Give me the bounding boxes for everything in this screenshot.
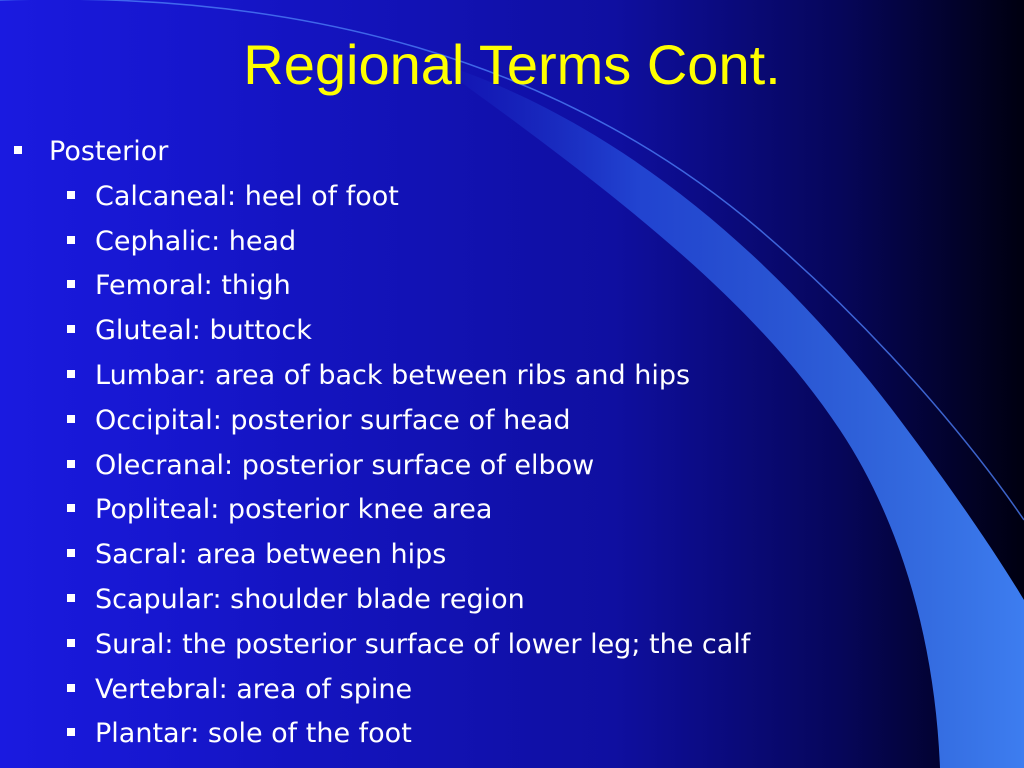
list-item-label: Olecranal: posterior surface of elbow [95, 449, 595, 481]
bullet-heading [0, 130, 750, 175]
list-item [0, 533, 750, 578]
list-item [0, 264, 750, 309]
list-item [0, 309, 750, 354]
list-item-label: Sural: the posterior surface of lower leg; the calf [95, 628, 751, 660]
list-item [0, 712, 750, 757]
bullet-heading-label: Posterior [49, 136, 169, 167]
list-item-label: Gluteal: buttock [95, 315, 312, 347]
square-bullet-icon [67, 504, 75, 512]
list-item-label: Scapular: shoulder blade region [95, 583, 525, 615]
list-item-label: Lumbar: area of back between ribs and hips [95, 359, 691, 391]
square-bullet-icon [67, 280, 75, 288]
list-item-label: Femoral: thigh [95, 270, 291, 302]
list-item-label: Plantar: sole of the foot [95, 718, 412, 750]
list-item-label: Cephalic: head [95, 225, 297, 257]
list-item [0, 578, 750, 623]
square-bullet-icon [67, 460, 75, 468]
list-item [0, 488, 750, 533]
list-item [0, 399, 750, 444]
square-bullet-icon [67, 549, 75, 557]
list-item [0, 175, 750, 220]
square-bullet-icon [14, 146, 22, 154]
list-item [0, 668, 750, 713]
bullet-list [0, 130, 750, 757]
list-item-label: Occipital: posterior surface of head [95, 404, 571, 436]
square-bullet-icon [67, 594, 75, 602]
list-item [0, 220, 750, 265]
square-bullet-icon [67, 728, 75, 736]
list-item-label: Calcaneal: heel of foot [95, 180, 399, 212]
square-bullet-icon [67, 236, 75, 244]
list-item [0, 623, 750, 668]
list-item [0, 444, 750, 489]
slide-title: Regional Terms Cont. [243, 33, 781, 96]
square-bullet-icon [67, 415, 75, 423]
list-item-label: Sacral: area between hips [95, 539, 447, 571]
square-bullet-icon [67, 370, 75, 378]
list-item-label: Popliteal: posterior knee area [95, 494, 493, 526]
list-item [0, 354, 750, 399]
square-bullet-icon [67, 191, 75, 199]
square-bullet-icon [67, 639, 75, 647]
list-item-label: Vertebral: area of spine [95, 673, 413, 705]
square-bullet-icon [67, 684, 75, 692]
square-bullet-icon [67, 325, 75, 333]
